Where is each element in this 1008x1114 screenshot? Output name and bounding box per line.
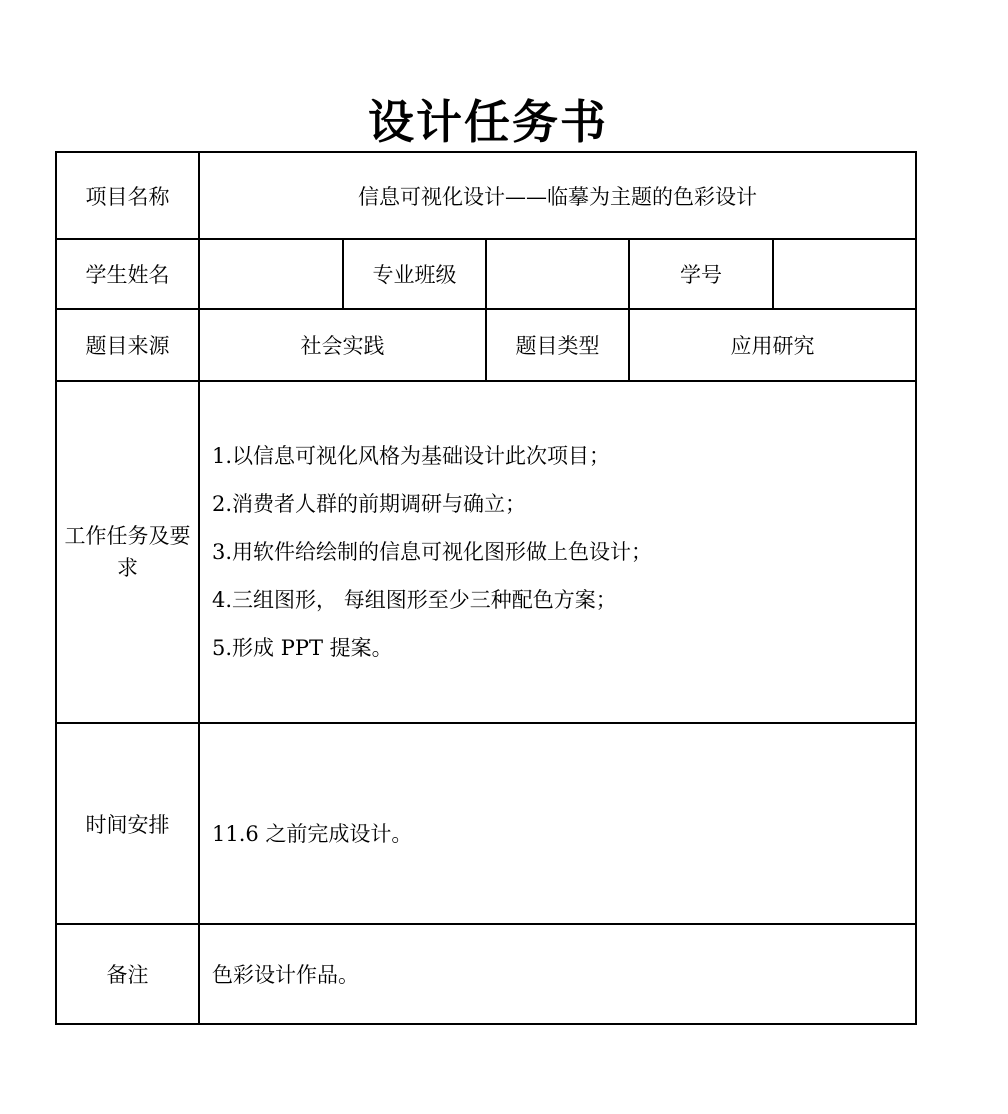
type-value: 应用研究 [628, 308, 917, 382]
remarks-label: 备注 [55, 923, 200, 1025]
student-id-label: 学号 [628, 238, 774, 310]
schedule-value: 11.6 之前完成设计。 [198, 722, 917, 925]
document-title: 设计任务书 [368, 95, 608, 149]
project-name-value: 信息可视化设计——临摹为主题的色彩设计 [198, 151, 917, 240]
task-item: 2.消费者人群的前期调研与确立； [212, 492, 527, 516]
type-label: 题目类型 [485, 308, 630, 382]
schedule-label: 时间安排 [55, 722, 200, 925]
source-value: 社会实践 [198, 308, 487, 382]
task-item: 1.以信息可视化风格为基础设计此次项目； [212, 444, 611, 468]
task-list [212, 441, 652, 663]
source-label: 题目来源 [55, 308, 200, 382]
class-label: 专业班级 [342, 238, 487, 310]
tasks-cell [198, 380, 917, 724]
remarks-value: 色彩设计作品。 [198, 923, 917, 1025]
project-name-label: 项目名称 [55, 151, 200, 240]
task-item: 5.形成 PPT 提案。 [212, 636, 393, 660]
task-item: 4.三组图形， 每组图形至少三种配色方案； [212, 588, 617, 612]
student-name-label: 学生姓名 [55, 238, 200, 310]
task-item: 3.用软件给绘制的信息可视化图形做上色设计； [212, 540, 653, 564]
class-value[interactable] [485, 238, 630, 310]
student-name-value[interactable] [198, 238, 344, 310]
tasks-label: 工作任务及要求 [55, 380, 200, 724]
student-id-value[interactable] [772, 238, 917, 310]
